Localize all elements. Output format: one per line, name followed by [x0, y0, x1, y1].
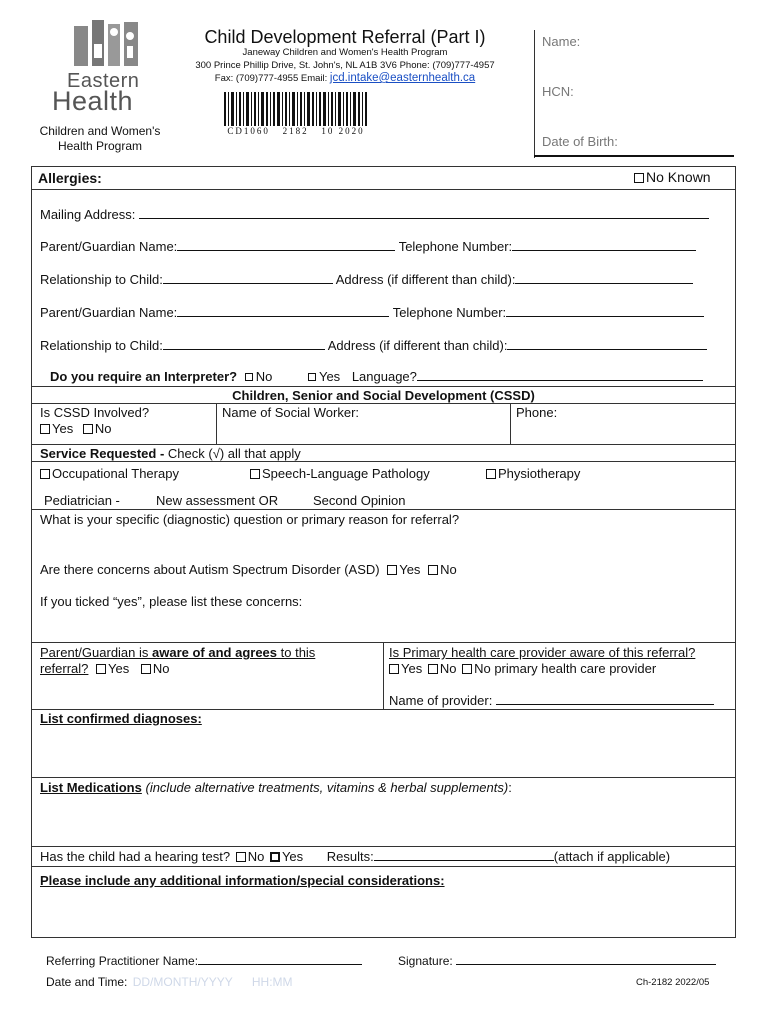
practitioner-field[interactable]	[198, 953, 362, 965]
service-heading: Service Requested -	[40, 446, 165, 461]
hearing-no-label: No	[247, 849, 265, 864]
physio-label: Physiotherapy	[498, 466, 581, 481]
parent-consent-line2: referral?	[40, 661, 89, 676]
cssd-phone-label: Phone:	[516, 405, 558, 420]
parent-consent-no-label: No	[152, 661, 170, 676]
provider-name-row	[389, 693, 714, 708]
address1-field[interactable]	[515, 272, 693, 284]
cssd-yes-checkbox[interactable]	[40, 424, 50, 434]
patient-name-label: Name:	[542, 34, 581, 49]
parent-consent-bold: aware of and agrees	[152, 645, 278, 660]
provider-yes-checkbox[interactable]	[389, 664, 399, 674]
relationship2-field[interactable]	[163, 338, 325, 350]
parent-consent-block	[40, 645, 315, 677]
cssd-involved-label: Is CSSD Involved?	[40, 405, 150, 420]
mailing-address-row	[40, 207, 709, 222]
provider-no-checkbox[interactable]	[428, 664, 438, 674]
provider-no-label: No	[439, 661, 457, 676]
address2-field[interactable]	[507, 338, 707, 350]
allergies-label: Allergies:	[38, 170, 102, 186]
diagnoses-label: List confirmed diagnoses:	[40, 711, 202, 726]
hearing-yes-label: Yes	[281, 849, 304, 864]
slp-label: Speech-Language Pathology	[262, 466, 430, 481]
date-field[interactable]: DD/MONTH/YYYY	[132, 975, 233, 989]
address2-label: Address (if different than child):	[327, 338, 508, 353]
asd-list-prompt: If you ticked “yes”, please list these concerns:	[40, 594, 303, 609]
medications-colon: :	[508, 780, 512, 795]
consent-col-divider	[383, 642, 384, 709]
parent-consent-post: to this	[277, 645, 316, 660]
ot-checkbox[interactable]	[40, 469, 50, 479]
parent2-phone-field[interactable]	[506, 305, 704, 317]
practitioner-label: Referring Practitioner Name:	[46, 954, 199, 968]
patient-box-left-border	[534, 30, 535, 158]
parent2-row	[40, 305, 704, 320]
relationship1-label: Relationship to Child:	[40, 272, 163, 287]
asd-no-checkbox[interactable]	[428, 565, 438, 575]
parent-consent-options	[40, 661, 315, 677]
parent1-phone-field[interactable]	[512, 239, 696, 251]
practitioner-row	[46, 953, 362, 968]
address1-label: Address (if different than child):	[335, 272, 516, 287]
relationship2-row	[40, 338, 707, 353]
parent1-row	[40, 239, 696, 254]
mailing-address-label: Mailing Address:	[40, 207, 136, 222]
patient-hcn-label: HCN:	[542, 84, 574, 99]
hearing-results-label: Results:	[326, 849, 374, 864]
no-known-checkbox[interactable]	[634, 173, 644, 183]
additional-info-label: Please include any additional information/special considerations:	[40, 873, 445, 888]
parent2-name-field[interactable]	[177, 305, 389, 317]
cssd-no-label: No	[94, 421, 112, 436]
social-worker-label: Name of Social Worker:	[222, 405, 360, 420]
medications-label: List Medications	[40, 780, 142, 795]
interpreter-no-label: No	[255, 369, 273, 384]
medications-row	[40, 780, 512, 795]
interpreter-yes-label: Yes	[318, 369, 341, 384]
parent1-name-label: Parent/Guardian Name:	[40, 239, 178, 254]
patient-dob-label: Date of Birth:	[542, 134, 618, 149]
asd-yes-checkbox[interactable]	[387, 565, 397, 575]
program-name	[28, 124, 172, 154]
service-top-divider	[31, 444, 736, 445]
ot-label: Occupational Therapy	[52, 466, 179, 481]
service-instruction: Check (√) all that apply	[167, 446, 301, 461]
service-ot-option[interactable]	[40, 466, 179, 481]
medications-top-divider	[31, 777, 736, 778]
header-contact	[180, 72, 510, 84]
provider-consent-options	[389, 661, 695, 677]
medications-note: (include alternative treatments, vitamins & herbal supplements)	[145, 780, 509, 795]
parent-consent-no-checkbox[interactable]	[141, 664, 151, 674]
signature-label: Signature:	[398, 954, 453, 968]
allergies-divider	[31, 189, 736, 190]
service-physio-option[interactable]	[486, 466, 580, 481]
relationship2-label: Relationship to Child:	[40, 338, 163, 353]
pediatrician-label: Pediatrician -	[44, 493, 120, 508]
time-field[interactable]: HH:MM	[251, 975, 293, 989]
intake-email-link[interactable]: jcd.intake@easternhealth.ca	[329, 72, 476, 84]
asd-no-label: No	[440, 562, 457, 577]
barcode-number: CD1060 2182 10 2020	[227, 126, 365, 136]
provider-none-checkbox[interactable]	[462, 664, 472, 674]
signature-field[interactable]	[456, 953, 716, 965]
provider-none-label: No primary health care provider	[474, 661, 657, 676]
logo-word-health: Health	[52, 86, 134, 116]
provider-yes-label: Yes	[401, 661, 423, 676]
hearing-top-divider	[31, 846, 736, 847]
form-code: Ch-2182 2022/05	[636, 977, 710, 988]
parent-consent-question	[40, 645, 315, 661]
asd-row	[40, 562, 457, 577]
reason-question: What is your specific (diagnostic) question or primary reason for referral?	[40, 512, 460, 527]
second-opinion-label[interactable]: Second Opinion	[313, 493, 406, 508]
mailing-address-field[interactable]	[139, 207, 709, 219]
interpreter-yes-checkbox[interactable]	[308, 373, 316, 381]
hearing-no-checkbox[interactable]	[236, 852, 246, 862]
hearing-yes-checkbox[interactable]	[270, 852, 280, 862]
barcode-icon	[224, 92, 368, 126]
eastern-health-logo-icon	[72, 18, 142, 70]
interpreter-row	[50, 369, 703, 384]
hearing-results-field[interactable]	[374, 849, 554, 861]
parent-consent-pre: Parent/Guardian is	[40, 645, 153, 660]
date-time-label: Date and Time:	[46, 975, 128, 989]
language-field[interactable]	[417, 369, 703, 381]
diagnoses-top-divider	[31, 709, 736, 710]
cssd-heading: Children, Senior and Social Development (CSSD)	[232, 388, 535, 403]
logo-word-eastern: Eastern	[67, 70, 140, 92]
additional-top-divider	[31, 866, 736, 867]
provider-consent-block	[389, 645, 695, 677]
parent1-name-field[interactable]	[177, 239, 395, 251]
asd-question: Are there concerns about Autism Spectrum Disorder (ASD)	[40, 562, 380, 577]
parent-consent-yes-label: Yes	[108, 661, 130, 676]
header-address: 300 Prince Phillip Drive, St. John's, NL A1B 3V6 Phone: (709)777-4957	[195, 60, 495, 71]
service-slp-option[interactable]	[250, 466, 430, 481]
signature-row	[398, 953, 716, 968]
provider-name-field[interactable]	[496, 693, 714, 705]
reason-top-divider	[31, 509, 736, 510]
new-assessment-label[interactable]: New assessment OR	[156, 493, 279, 508]
no-known-label: No Known	[646, 169, 711, 185]
interpreter-no-checkbox[interactable]	[245, 373, 253, 381]
language-label: Language?	[351, 369, 417, 384]
slp-checkbox[interactable]	[250, 469, 260, 479]
cssd-heading-divider	[31, 403, 736, 404]
cssd-no-checkbox[interactable]	[83, 424, 93, 434]
provider-consent-question: Is Primary health care provider aware of this referral?	[389, 645, 696, 660]
no-known-allergies-option[interactable]	[634, 169, 711, 185]
hearing-row	[40, 849, 670, 864]
service-heading-row	[40, 446, 301, 461]
header-fax: Fax: (709)777-4955 Email:	[214, 73, 328, 84]
program-line-1: Children and Women's	[39, 124, 161, 138]
parent2-phone-label: Telephone Number:	[392, 305, 507, 320]
program-line-2: Health Program	[57, 139, 143, 153]
asd-yes-label: Yes	[399, 562, 421, 577]
form-title: Child Development Referral (Part I)	[204, 27, 486, 47]
interpreter-question: Do you require an Interpreter?	[50, 369, 238, 384]
date-time-row	[46, 975, 293, 989]
parent2-name-label: Parent/Guardian Name:	[40, 305, 178, 320]
cssd-involved-options	[40, 421, 111, 436]
hearing-attach-note: (attach if applicable)	[553, 849, 671, 864]
parent-consent-yes-checkbox[interactable]	[96, 664, 106, 674]
cssd-top-divider	[31, 386, 736, 387]
cssd-yes-label: Yes	[52, 421, 74, 436]
provider-name-label: Name of provider:	[389, 693, 493, 708]
physio-checkbox[interactable]	[486, 469, 496, 479]
cssd-col-divider-2	[510, 403, 511, 444]
relationship1-row	[40, 272, 693, 287]
service-heading-divider	[31, 461, 736, 462]
parent1-phone-label: Telephone Number:	[398, 239, 513, 254]
hearing-question: Has the child had a hearing test?	[40, 849, 231, 864]
header-program: Janeway Children and Women's Health Program	[242, 47, 448, 58]
cssd-col-divider-1	[216, 403, 217, 444]
patient-box-bottom-border	[534, 155, 734, 157]
relationship1-field[interactable]	[163, 272, 333, 284]
